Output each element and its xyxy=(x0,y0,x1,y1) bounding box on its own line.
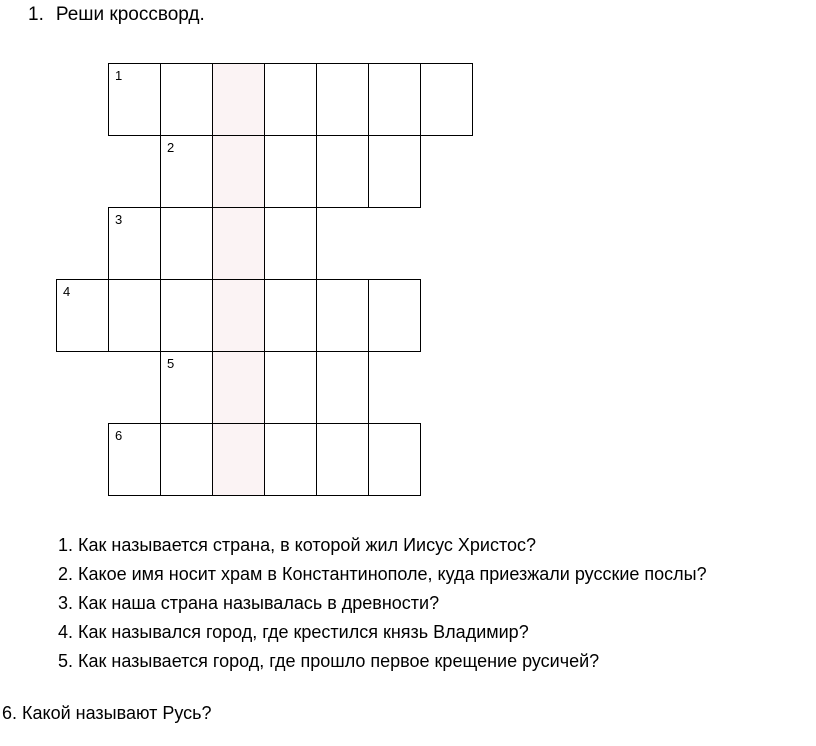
clue-number: 1 xyxy=(115,68,123,83)
crossword-cell[interactable] xyxy=(160,279,213,352)
crossword-cell[interactable] xyxy=(108,423,161,496)
crossword-cell[interactable] xyxy=(264,423,317,496)
crossword-cell[interactable] xyxy=(368,135,421,208)
clue-number: 6 xyxy=(115,428,123,443)
crossword-cell[interactable] xyxy=(212,423,265,496)
crossword-cell[interactable] xyxy=(316,135,369,208)
crossword-cell[interactable] xyxy=(212,351,265,424)
crossword-cell[interactable] xyxy=(264,279,317,352)
crossword-cell[interactable] xyxy=(160,351,213,424)
crossword-cell[interactable] xyxy=(264,207,317,280)
question-5: 5. Как называется город, где прошло первое крещение русичей? xyxy=(58,651,600,671)
question-4: 4. Как назывался город, где крестился князь Владимир? xyxy=(58,622,529,642)
crossword-cell[interactable] xyxy=(56,279,109,352)
crossword-cell[interactable] xyxy=(212,207,265,280)
crossword-cell[interactable] xyxy=(212,279,265,352)
crossword-cell[interactable] xyxy=(108,207,161,280)
task-number: 1. xyxy=(28,4,44,25)
crossword-cell[interactable] xyxy=(108,63,161,136)
question-3: 3. Как наша страна называлась в древности? xyxy=(58,593,440,613)
crossword-cell[interactable] xyxy=(264,135,317,208)
question-6: 6. Какой называют Русь? xyxy=(2,703,212,723)
crossword-cell[interactable] xyxy=(368,279,421,352)
clue-number: 5 xyxy=(167,356,175,371)
crossword-cell[interactable] xyxy=(368,423,421,496)
crossword-cell[interactable] xyxy=(316,351,369,424)
clue-number: 2 xyxy=(167,140,175,155)
clue-number: 3 xyxy=(115,212,123,227)
task-title: Реши кроссворд. xyxy=(55,4,205,25)
crossword-cell[interactable] xyxy=(316,63,369,136)
crossword-cell[interactable] xyxy=(316,279,369,352)
crossword-cell[interactable] xyxy=(212,63,265,136)
crossword-cell[interactable] xyxy=(316,423,369,496)
question-1: 1. Как называется страна, в которой жил Иисус Христос? xyxy=(58,535,537,555)
questions-list xyxy=(58,534,707,679)
crossword-cell[interactable] xyxy=(108,279,161,352)
crossword-cell[interactable] xyxy=(368,63,421,136)
crossword-cell[interactable] xyxy=(160,423,213,496)
crossword-cell[interactable] xyxy=(212,135,265,208)
clue-number: 4 xyxy=(63,284,71,299)
crossword-cell[interactable] xyxy=(160,135,213,208)
question-2: 2. Какое имя носит храм в Константинополе, куда приезжали русские послы? xyxy=(58,564,707,584)
crossword-cell[interactable] xyxy=(264,351,317,424)
crossword-cell[interactable] xyxy=(160,63,213,136)
crossword-cell[interactable] xyxy=(264,63,317,136)
crossword-cell[interactable] xyxy=(160,207,213,280)
crossword-cell[interactable] xyxy=(420,63,473,136)
